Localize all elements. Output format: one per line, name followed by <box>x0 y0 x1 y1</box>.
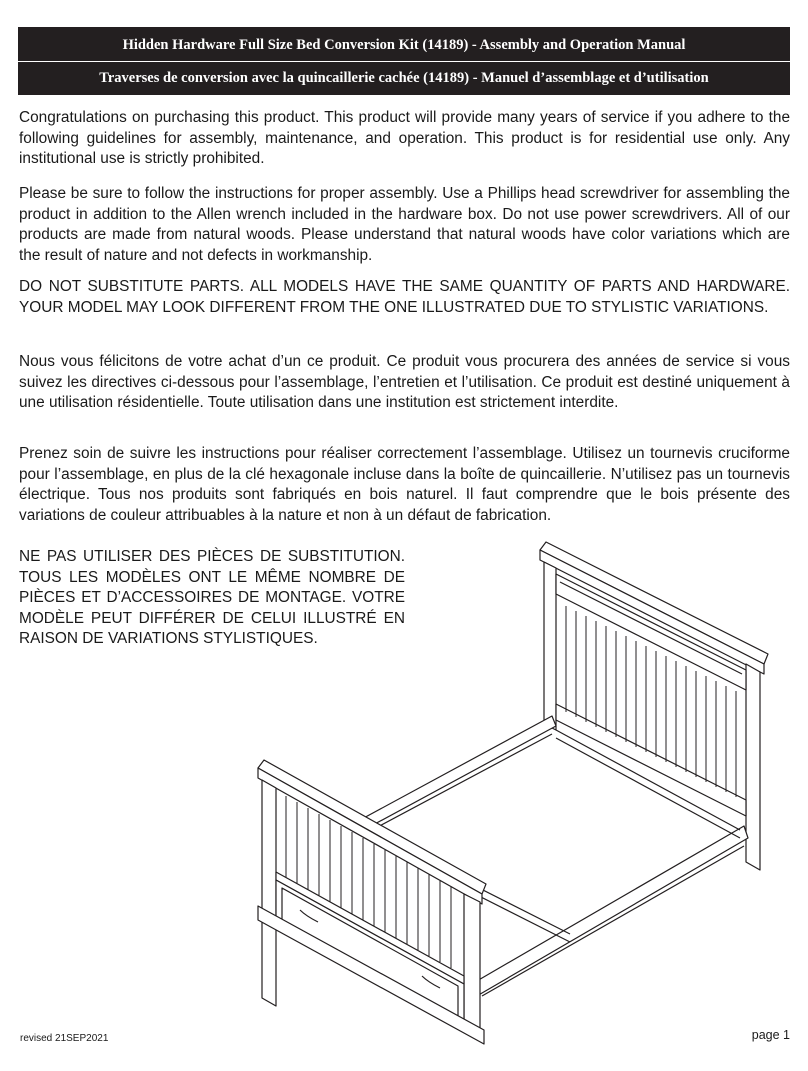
headboard <box>540 542 768 870</box>
revision-note: revised 21SEP2021 <box>20 1033 109 1044</box>
assembly-paragraph-en: Please be sure to follow the instructions for proper assembly. Use a Phillips head screwdriver for assembling the product in addition to the Allen wrench included in the hardware box. Do not use power screwdrivers. All of our products are made from natural woods. Please understand that natural woods have color variations which are the result of nature and not defects in workmanship. <box>19 185 790 264</box>
warning-paragraph-fr: NE PAS UTILISER DES PIÈCES DE SUBSTITUTION. TOUS LES MODÈLES ONT LE MÊME NOMBRE DE PIÈCES ET D’ACCESSOIRES DE MONTAGE. VOTRE MODÈLE PEUT DIFFÉRER DE CELUI ILLUSTRÉ EN RAISON DE VARIATIONS STYLISTIQUES. <box>19 548 405 647</box>
title-banner-english: Hidden Hardware Full Size Bed Conversion Kit (14189) - Assembly and Operation Manual <box>18 27 790 61</box>
assembly-paragraph-fr: Prenez soin de suivre les instructions pour réaliser correctement l’assemblage. Utilisez un tournevis cruciforme pour l’assemblage, en plus de la clé hexagonale incluse dans la boîte de quincaillerie. N’utilisez pas un tournevis électrique. Tous nos produits sont fabriqués en bois naturel. Il faut comprendre que le bois présente des variations de couleur attribuables à la nature et non à un défaut de fabrication. <box>19 445 790 524</box>
warning-paragraph-en: DO NOT SUBSTITUTE PARTS. ALL MODELS HAVE THE SAME QUANTITY OF PARTS AND HARDWARE. YOUR MODEL MAY LOOK DIFFERENT FROM THE ONE ILLUSTRATED DUE TO STYLISTIC VARIATIONS. <box>19 278 790 316</box>
intro-paragraph-fr: Nous vous félicitons de votre achat d’un ce produit. Ce produit vous procurera des années de service si vous suivez les directives ci-dessous pour l’assemblage, l’entretien et l’utilisation. Ce produit est destiné uniquement à une utilisation résidentielle. Toute utilisation dans une institution est strictement interdite. <box>19 353 790 411</box>
bed-illustration <box>250 540 780 1050</box>
intro-paragraph-en: Congratulations on purchasing this product. This product will provide many years of service if you adhere to the following guidelines for assembly, maintenance, and operation. This product is for residential use only. Any institutional use is strictly prohibited. <box>19 109 790 167</box>
page-number: page 1 <box>751 1028 790 1042</box>
footboard <box>258 760 486 1044</box>
title-banner-french: Traverses de conversion avec la quincaillerie cachée (14189) - Manuel d’assemblage et d’utilisation <box>18 62 790 95</box>
